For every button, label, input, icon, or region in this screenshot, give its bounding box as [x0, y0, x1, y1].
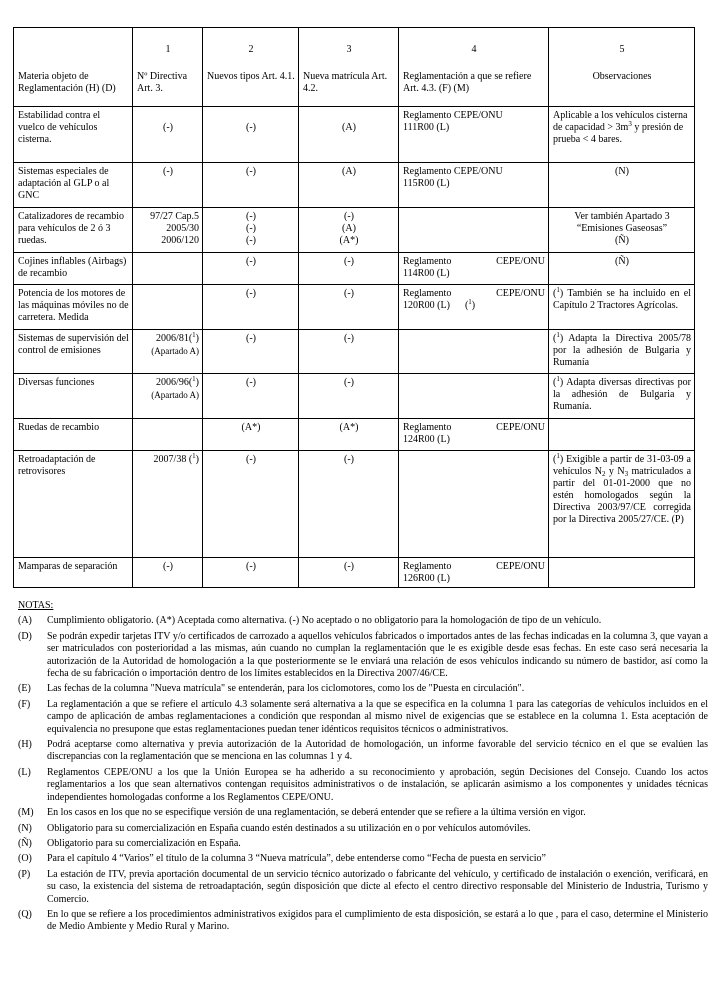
regulation-table — [13, 27, 695, 588]
note-text: En lo que se refiere a los procedimientos administrativos exigidos para el cumplimiento de esta disposición, se estará a lo que , para el caso, determine el Ministerio de Medio Ambiente y Medio Rural y Marino. — [47, 908, 708, 933]
note-item — [18, 739, 708, 764]
cell-observaciones — [549, 558, 695, 588]
cell-matricula: (-) (A) (A*) — [299, 208, 399, 253]
note-item — [18, 699, 708, 736]
notes-list — [18, 615, 708, 933]
cell-nuevos: (-) — [203, 451, 299, 558]
note-code: (O) — [18, 853, 32, 865]
header-materia: Materia objeto de Reglamentación (H) (D) — [14, 28, 133, 107]
cell-directiva — [133, 419, 203, 451]
note-text: La reglamentación a que se refiere el artículo 4.3 solamente será alternativa a la que se especifica en la columna 1 para las categorías de vehículos incluidos en el campo de aplicación de ambas reglamentaciones a condición que respondan al mismo nivel de exigencias que se establece en la columna 1. Esta aceptación de equivalencia no presupone que estas reglamentaciones puedan tener idénticos requisitos técnicos o administrativos. — [47, 698, 708, 735]
note-code: (Q) — [18, 908, 32, 920]
note-text: Podrá aceptarse como alternativa y previa autorización de la Autoridad de homologación, un informe favorable del servicio técnico en el que se evalúen las discrepancias con la reglamentación que se menciona en las columnas 1 y 4. — [47, 739, 708, 763]
cell-reglamentacion: Reglamento CEPE/ONU 111R00 (L) — [399, 107, 549, 163]
cell-matricula: (-) — [299, 330, 399, 374]
cell-directiva — [133, 253, 203, 285]
header-directiva: 1 Nº Directiva Art. 3. — [133, 28, 203, 107]
note-item — [18, 869, 708, 906]
table-row — [14, 451, 695, 558]
cell-directiva: 2006/81($^1$) (Apartado A) — [133, 330, 203, 374]
cell-nuevos: (-) — [203, 253, 299, 285]
cell-observaciones: Ver también Apartado 3 “Emisiones Gaseosas” (Ñ) — [549, 208, 695, 253]
cell-directiva: 2006/96($^1$) (Apartado A) — [133, 374, 203, 419]
cell-observaciones — [549, 419, 695, 451]
note-code: (L) — [18, 766, 31, 778]
cell-reglamentacion: Reglamento CEPE/ONU 124R00 (L) — [399, 419, 549, 451]
note-item — [18, 838, 708, 850]
table-row — [14, 208, 695, 253]
table-row — [14, 107, 695, 163]
header-nueva-matricula: 3 Nueva matrícula Art. 4.2. — [299, 28, 399, 107]
cell-matricula: (A) — [299, 107, 399, 163]
cell-materia: Diversas funciones — [14, 374, 133, 419]
cell-materia: Retroadaptación de retrovisores — [14, 451, 133, 558]
cell-directiva: (-) — [133, 107, 203, 163]
cell-nuevos: (-) — [203, 374, 299, 419]
note-code: (A) — [18, 615, 32, 627]
cell-materia: Ruedas de recambio — [14, 419, 133, 451]
header-reglamentacion: 4 Reglamentación a que se refiere Art. 4.3. (F) (M) — [399, 28, 549, 107]
note-text: Cumplimiento obligatorio. (A*) Aceptada como alternativa. (-) No aceptado o no obligatorio para la homologación de tipo de un vehículo. — [47, 615, 602, 627]
table-row — [14, 253, 695, 285]
cell-matricula: (-) — [299, 253, 399, 285]
cell-observaciones: ($^1$) Adapta diversas directivas por la adhesión de Bulgaria y Rumanía. — [549, 374, 695, 419]
cell-nuevos: (-) — [203, 163, 299, 208]
cell-reglamentacion: Reglamento CEPE/ONU 114R00 (L) — [399, 253, 549, 285]
cell-reglamentacion: Reglamento CEPE/ONU 126R00 (L) — [399, 558, 549, 588]
notes-title: NOTAS: — [18, 600, 54, 611]
cell-matricula: (A) — [299, 163, 399, 208]
table-header-row — [14, 28, 695, 107]
cell-nuevos: (-) — [203, 330, 299, 374]
cell-nuevos: (-) (-) (-) — [203, 208, 299, 253]
note-item — [18, 767, 708, 804]
note-code: (Ñ) — [18, 837, 32, 849]
cell-materia: Mamparas de separación — [14, 558, 133, 588]
notes-section — [18, 600, 708, 937]
cell-reglamentacion — [399, 374, 549, 419]
cell-materia: Sistemas especiales de adaptación al GLP o al GNC — [14, 163, 133, 208]
cell-observaciones: (Ñ) — [549, 253, 695, 285]
note-code: (E) — [18, 683, 31, 695]
note-text: Obligatorio para su comercialización en España cuando estén destinados a su utilización en o por vehículos automóviles. — [47, 822, 531, 834]
cell-reglamentacion — [399, 208, 549, 253]
header-observaciones: 5 Observaciones — [549, 28, 695, 107]
note-item — [18, 853, 708, 865]
note-code: (N) — [18, 822, 32, 834]
note-item — [18, 807, 708, 819]
cell-materia: Cojines inflables (Airbags) de recambio — [14, 253, 133, 285]
note-item — [18, 683, 708, 695]
note-text: Las fechas de la columna "Nueva matrícula" se entenderán, para los ciclomotores, como los de "Puesta en circulación". — [47, 683, 525, 695]
note-item — [18, 909, 708, 934]
cell-materia: Catalizadores de recambio para vehículos de 2 ó 3 ruedas. — [14, 208, 133, 253]
note-text: En los casos en los que no se especifique versión de una reglamentación, se deberá entender que se refiere a la última versión en vigor. — [47, 807, 586, 819]
cell-materia: Potencia de los motores de las máquinas móviles no de carretera. Medida — [14, 285, 133, 330]
cell-observaciones: ($^1$) Exigible a partir de 31-03-09 a vehículos $N_2$ y $N_3$ matriculados a partir del 01-01-2000 que no estén homologados según la Directiva 2003/97/CE corregida por la Directiva 2005/27/CE. (P) — [549, 451, 695, 558]
table-row — [14, 285, 695, 330]
cell-directiva: (-) — [133, 558, 203, 588]
note-item — [18, 615, 708, 627]
cell-directiva: 97/27 Cap.5 2005/30 2006/120 — [133, 208, 203, 253]
note-text: Reglamentos CEPE/ONU a los que la Unión Europea se ha adherido a su reconocimiento y aprobación, según Decisiones del Consejo. Cuando los actos reglamentarios a los que sean alternativos contengan requisitos administrativos o de instalación, se aplicarán asimismo a los componentes y unidades técnicas independientes homologadas conforme a los Reglamentos CEPE/ONU. — [47, 766, 708, 803]
cell-reglamentacion — [399, 451, 549, 558]
cell-matricula: (-) — [299, 374, 399, 419]
cell-reglamentacion: Reglamento CEPE/ONU 115R00 (L) — [399, 163, 549, 208]
note-code: (P) — [18, 868, 31, 880]
cell-matricula: (-) — [299, 558, 399, 588]
cell-matricula: (-) — [299, 285, 399, 330]
cell-nuevos: (-) — [203, 558, 299, 588]
cell-nuevos: (-) — [203, 285, 299, 330]
note-code: (F) — [18, 698, 31, 710]
cell-directiva: 2007/38 ($^1$) — [133, 451, 203, 558]
cell-materia: Estabilidad contra el vuelco de vehículos cisterna. — [14, 107, 133, 163]
cell-reglamentacion — [399, 330, 549, 374]
note-text: Obligatorio para su comercialización en España. — [47, 837, 241, 849]
table-row — [14, 330, 695, 374]
table-row — [14, 163, 695, 208]
note-text: La estación de ITV, previa aportación documental de un servicio técnico autorizado o fabricante del vehículo, y certificado de instalación o exención, verificará, en su caso, la existencia del sistema de retroadaptación, según disposición que dicte al efecto el centro directivo responsable del Ministerio de Industria, Turismo y Comercio. — [47, 868, 708, 905]
table-row — [14, 374, 695, 419]
cell-observaciones: Aplicable a los vehículos cisterna de capacidad > $3m^3$ y presión de prueba < 4 bares. — [549, 107, 695, 163]
table-row — [14, 558, 695, 588]
cell-matricula: (-) — [299, 451, 399, 558]
cell-observaciones: (N) — [549, 163, 695, 208]
table-row — [14, 419, 695, 451]
note-code: (M) — [18, 807, 34, 819]
cell-nuevos: (-) — [203, 107, 299, 163]
note-code: (H) — [18, 739, 32, 751]
note-item — [18, 823, 708, 835]
note-code: (D) — [18, 630, 32, 642]
cell-observaciones: ($^1$) Adapta la Directiva 2005/78 por la adhesión de Bulgaria y Rumanía — [549, 330, 695, 374]
cell-reglamentacion: Reglamento CEPE/ONU 120R00 (L) ($^1$) — [399, 285, 549, 330]
header-nuevos-tipos: 2 Nuevos tipos Art. 4.1. — [203, 28, 299, 107]
cell-observaciones: ($^1$) También se ha incluido en el Capítulo 2 Tractores Agrícolas. — [549, 285, 695, 330]
cell-nuevos: (A*) — [203, 419, 299, 451]
note-text: Para el capítulo 4 “Varios” el título de la columna 3 “Nueva matrícula”, debe entenderse como “Fecha de puesta en servicio” — [47, 853, 546, 865]
cell-directiva: (-) — [133, 163, 203, 208]
note-item — [18, 631, 708, 681]
note-text: Se podrán expedir tarjetas ITV y/o certificados de carrozado a aquellos vehículos fabricados o importados antes de las fechas indicadas en la columna 3, que vayan a ser matriculados con posterioridad a las mismas, aún cuando no cumplan la reglamentación que le es exigible desde esas fechas. En este caso será necesaria la autorización de la Autoridad de homologación a la que posteriormente se le enviará una relación de esos vehículos indicando su número de bastidor, así como la fecha de su fabricación o importación dentro de los límites establecidos en la Directiva 2007/46/CE. — [47, 630, 708, 680]
cell-matricula: (A*) — [299, 419, 399, 451]
cell-materia: Sistemas de supervisión del control de emisiones — [14, 330, 133, 374]
cell-directiva — [133, 285, 203, 330]
